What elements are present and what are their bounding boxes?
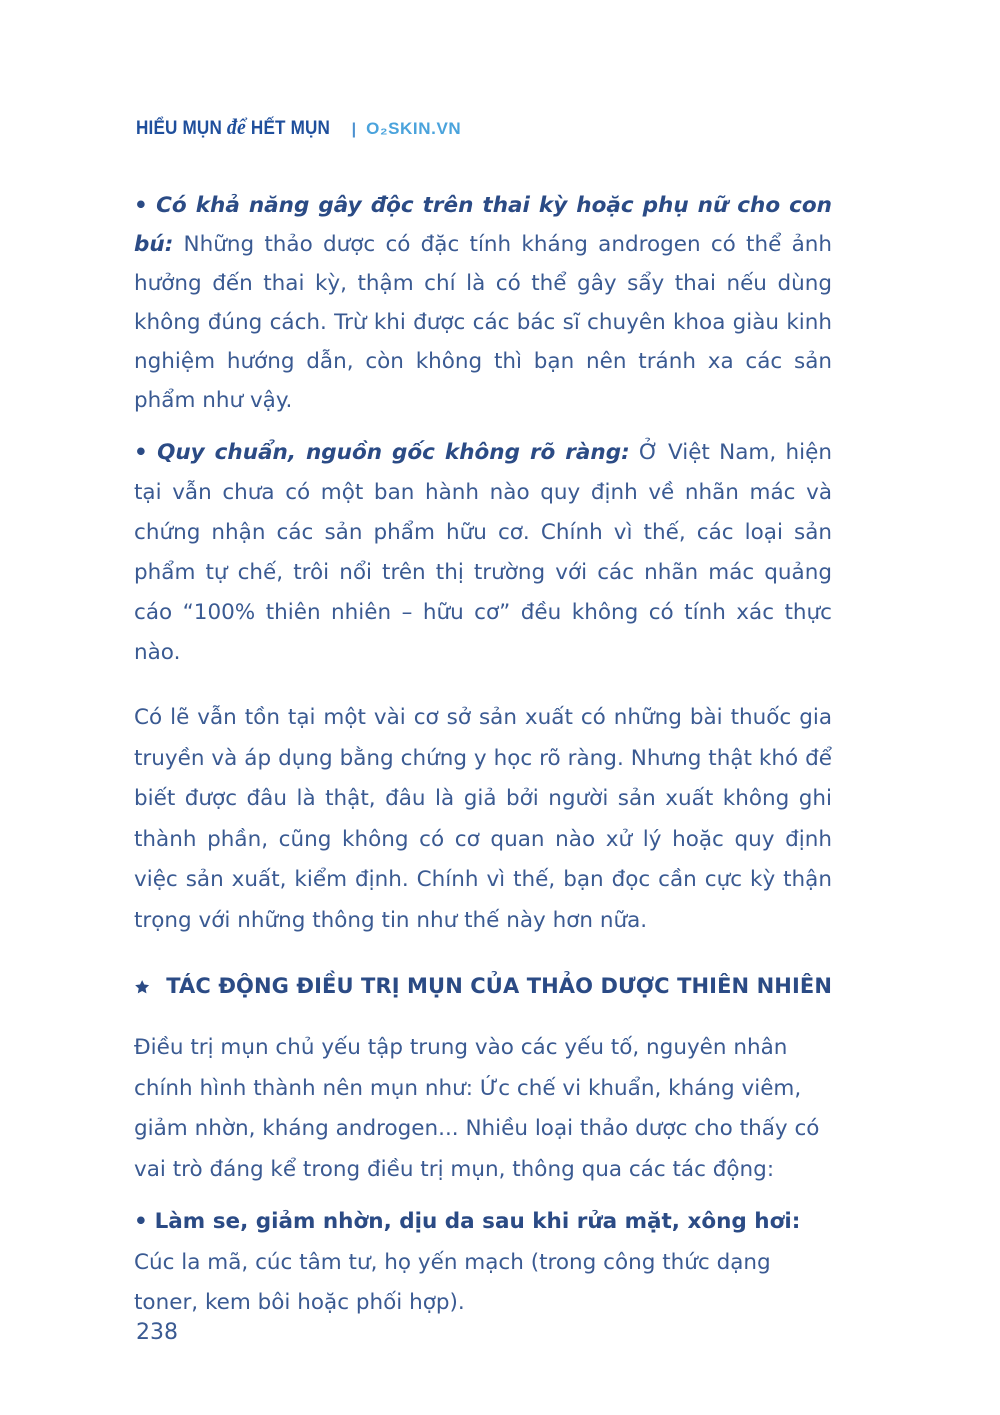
bullet-text: Ở Việt Nam, hiện tại vẫn chưa có một ban hành nào quy định về nhãn mác và chứng nhận các sản phẩm hữu cơ. Chính vì thế, các loại sản phẩm tự chế, trôi nổi trên thị trường với các nhãn mác quảng cáo “100% thiên nhiên – hữu cơ” đều không có tính xác thực nào. <box>134 440 832 665</box>
bullet-item-toxicity <box>134 186 832 420</box>
bullet-marker: • <box>134 440 148 465</box>
bullet-item-astringent <box>134 1202 832 1324</box>
bullet-text: Cúc la mã, cúc tâm tư, họ yến mạch (trong công thức dạng toner, kem bôi hoặc phối hợp). <box>134 1249 771 1315</box>
website-label: O₂SKIN.VN <box>366 119 462 138</box>
running-header <box>136 114 461 140</box>
bullet-title: Quy chuẩn, nguồn gốc không rõ ràng: <box>157 440 630 465</box>
body-paragraph: Điều trị mụn chủ yếu tập trung vào các yếu tố, nguyên nhân chính hình thành nên mụn như: Ức chế vi khuẩn, kháng viêm, giảm nhờn, kháng androgen... Nhiều loại thảo dược cho thấy có vai trò đáng kể trong điều trị mụn, thông qua các tác động: <box>134 1035 820 1182</box>
book-title-part2: HẾT MỤN <box>250 118 331 139</box>
book-title-de: để <box>226 114 246 139</box>
book-title-part1: HIỂU MỤN <box>136 118 222 139</box>
section-heading <box>134 967 832 1006</box>
bullet-title: Có khả năng gây độc trên thai kỳ hoặc phụ nữ cho con bú: <box>134 193 832 257</box>
bullet-text: Những thảo dược có đặc tính kháng androgen có thể ảnh hưởng đến thai kỳ, thậm chí là có thể gây sẩy thai nếu dùng không đúng cách. Trừ khi được các bác sĩ chuyên khoa giàu kinh nghiệm hướng dẫn, còn không thì bạn nên tránh xa các sản phẩm như vậy. <box>134 232 832 413</box>
body-paragraph: Có lẽ vẫn tồn tại một vài cơ sở sản xuất có những bài thuốc gia truyền và áp dụng bằng chứng y học rõ ràng. Nhưng thật khó để biết được đâu là thật, đâu là giả bởi người sản xuất không ghi thành phần, cũng không có cơ quan nào xử lý hoặc quy định việc sản xuất, kiểm định. Chính vì thế, bạn đọc cần cực kỳ thận trọng với những thông tin như thế này hơn nữa. <box>134 705 832 933</box>
star-icon <box>134 977 150 997</box>
section-heading-text: TÁC ĐỘNG ĐIỀU TRỊ MỤN CỦA THẢO DƯỢC THIÊN NHIÊN <box>166 974 832 998</box>
bullet-marker: • <box>134 193 148 218</box>
book-title <box>136 114 330 140</box>
page-number: 238 <box>136 1320 178 1345</box>
header-separator: | <box>351 121 357 138</box>
bullet-item-standards <box>134 433 832 673</box>
page-content <box>134 186 832 1324</box>
bullet-title: Làm se, giảm nhờn, dịu da sau khi rửa mặt, xông hơi: <box>154 1209 801 1234</box>
bullet-marker: • <box>134 1209 148 1234</box>
